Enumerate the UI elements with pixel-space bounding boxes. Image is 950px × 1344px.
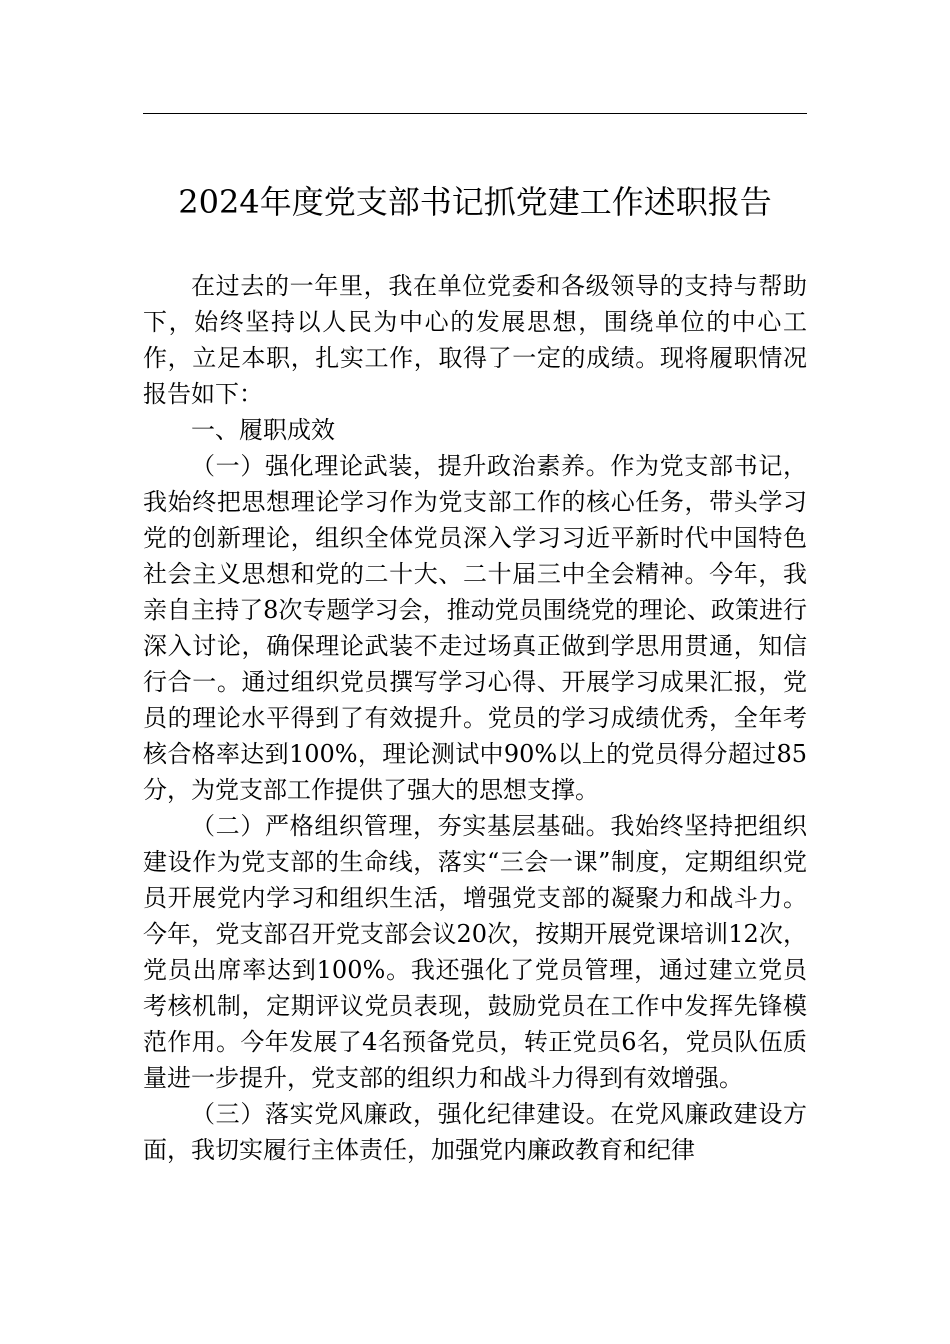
- paragraph-theory: （一）强化理论武装，提升政治素养。作为党支部书记，我始终把思想理论学习作为党支部工作的核心任务，带头学习党的创新理论，组织全体党员深入学习习近平新时代中国特色社会主义思想和党的二十大、二十届三中全会精神。今年，我亲自主持了8次专题学习会，推动党员围绕党的理论、政策进行深入讨论，确保理论武装不走过场真正做到学思用贯通，知信行合一。通过组织党员撰写学习心得、开展学习成果汇报，党员的理论水平得到了有效提升。党员的学习成绩优秀，全年考核合格率达到100%，理论测试中90%以上的党员得分超过85分，为党支部工作提供了强大的思想支撑。: [143, 452, 807, 804]
- paragraph-organization: （二）严格组织管理，夯实基层基础。我始终坚持把组织建设作为党支部的生命线，落实“三会一课”制度，定期组织党员开展党内学习和组织生活，增强党支部的凝聚力和战斗力。今年，党支部召开党支部会议20次，按期开展党课培训12次，党员出席率达到100%。我还强化了党员管理，通过建立党员考核机制，定期评议党员表现，鼓励党员在工作中发挥先锋模范作用。今年发展了4名预备党员，转正党员6名，党员队伍质量进一步提升，党支部的组织力和战斗力得到有效增强。: [143, 812, 807, 1092]
- header-rule: [143, 113, 807, 114]
- document-title: 2024年度党支部书记抓党建工作述职报告: [178, 183, 772, 221]
- paragraph-discipline: （三）落实党风廉政，强化纪律建设。在党风廉政建设方面，我切实履行主体责任，加强党内廉政教育和纪律: [143, 1100, 807, 1164]
- document-body: [143, 268, 807, 1168]
- section-heading: 一、履职成效: [191, 416, 335, 444]
- intro-paragraph: 在过去的一年里，我在单位党委和各级领导的支持与帮助下，始终坚持以人民为中心的发展思想，围绕单位的中心工作，立足本职，扎实工作，取得了一定的成绩。现将履职情况报告如下：: [143, 272, 807, 408]
